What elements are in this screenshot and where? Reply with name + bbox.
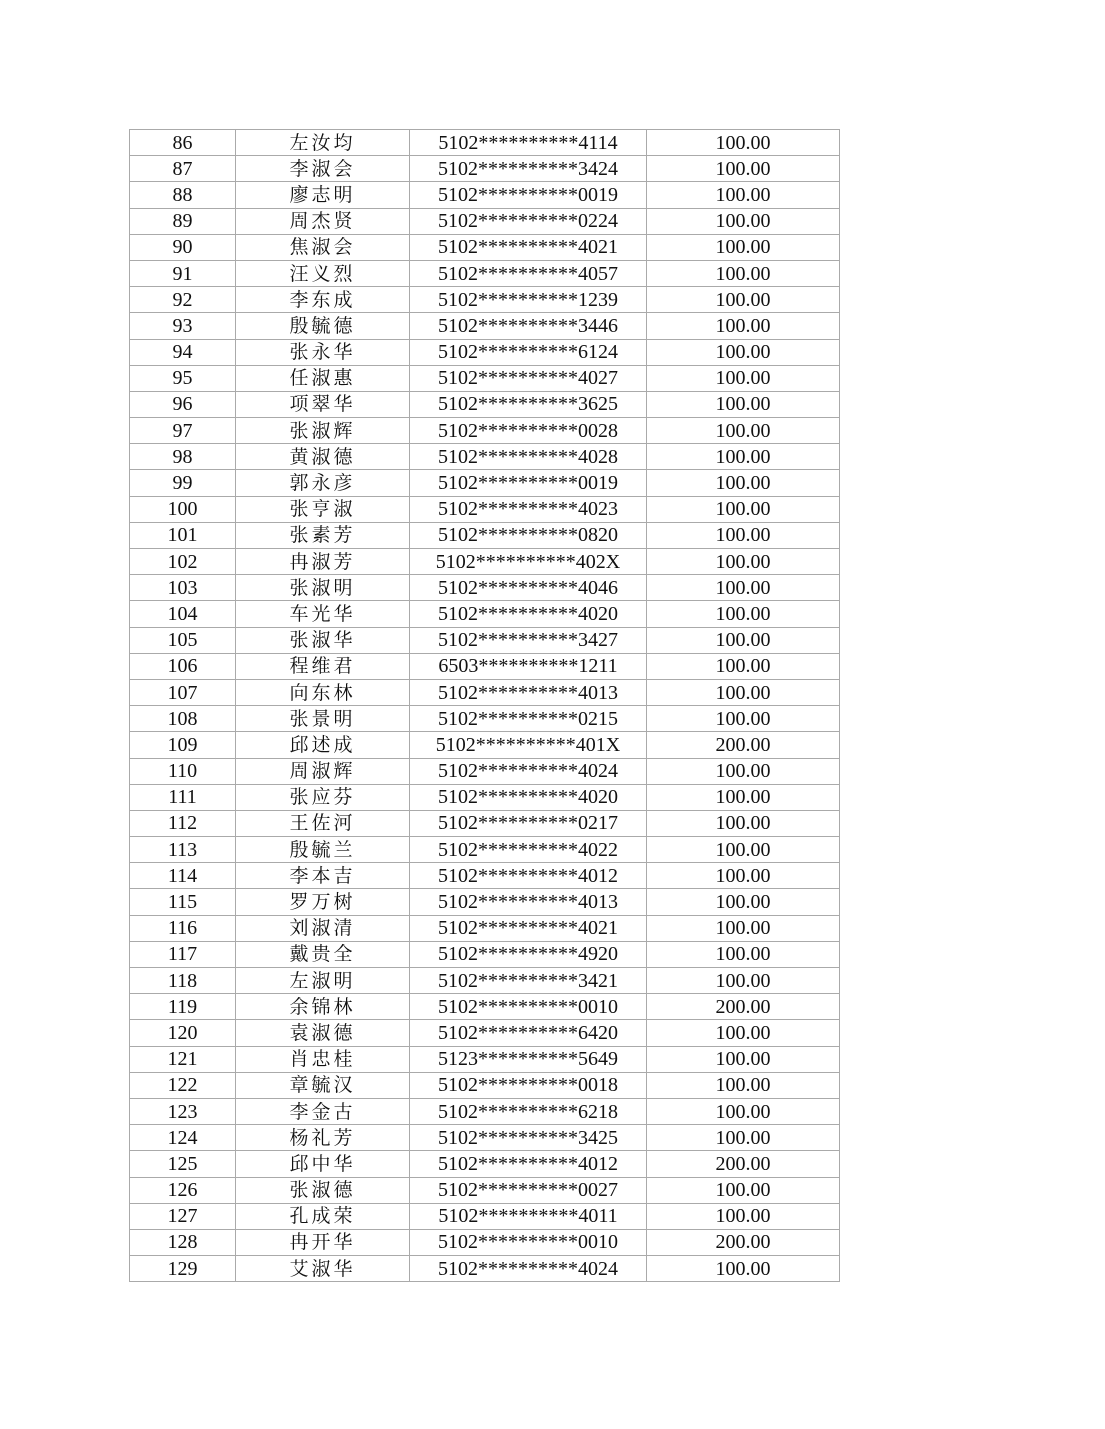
name-cell: 张素芳 bbox=[236, 522, 410, 548]
table-row bbox=[130, 1020, 840, 1046]
table-row bbox=[130, 287, 840, 313]
name-cell: 戴贵全 bbox=[236, 941, 410, 967]
table-row bbox=[130, 994, 840, 1020]
amount-cell: 100.00 bbox=[647, 941, 840, 967]
id-number-cell: 5102**********4013 bbox=[410, 679, 647, 705]
name-cell: 郭永彦 bbox=[236, 470, 410, 496]
row-number-cell: 104 bbox=[130, 601, 236, 627]
amount-cell: 100.00 bbox=[647, 496, 840, 522]
row-number-cell: 124 bbox=[130, 1125, 236, 1151]
row-number-cell: 86 bbox=[130, 130, 236, 156]
row-number-cell: 128 bbox=[130, 1229, 236, 1255]
name-cell: 张亨淑 bbox=[236, 496, 410, 522]
name-cell: 冉开华 bbox=[236, 1229, 410, 1255]
name-cell: 邱述成 bbox=[236, 732, 410, 758]
amount-cell: 100.00 bbox=[647, 575, 840, 601]
amount-cell: 100.00 bbox=[647, 260, 840, 286]
table-row bbox=[130, 732, 840, 758]
id-number-cell: 5102**********4022 bbox=[410, 837, 647, 863]
table-row bbox=[130, 653, 840, 679]
id-number-cell: 5102**********0010 bbox=[410, 994, 647, 1020]
table-row bbox=[130, 496, 840, 522]
id-number-cell: 5102**********4011 bbox=[410, 1203, 647, 1229]
amount-cell: 200.00 bbox=[647, 1151, 840, 1177]
name-cell: 冉淑芳 bbox=[236, 549, 410, 575]
amount-cell: 100.00 bbox=[647, 234, 840, 260]
id-number-cell: 5102**********4024 bbox=[410, 1256, 647, 1282]
id-number-cell: 5102**********4021 bbox=[410, 234, 647, 260]
row-number-cell: 89 bbox=[130, 208, 236, 234]
id-number-cell: 5102**********4020 bbox=[410, 784, 647, 810]
id-number-cell: 5102**********0018 bbox=[410, 1072, 647, 1098]
table-row bbox=[130, 1046, 840, 1072]
row-number-cell: 99 bbox=[130, 470, 236, 496]
id-number-cell: 5102**********402X bbox=[410, 549, 647, 575]
id-number-cell: 5102**********4046 bbox=[410, 575, 647, 601]
amount-cell: 100.00 bbox=[647, 1203, 840, 1229]
name-cell: 王佐河 bbox=[236, 810, 410, 836]
name-cell: 焦淑会 bbox=[236, 234, 410, 260]
name-cell: 张淑辉 bbox=[236, 418, 410, 444]
table-row bbox=[130, 260, 840, 286]
id-number-cell: 5102**********0820 bbox=[410, 522, 647, 548]
row-number-cell: 107 bbox=[130, 679, 236, 705]
id-number-cell: 5102**********4021 bbox=[410, 915, 647, 941]
amount-cell: 100.00 bbox=[647, 313, 840, 339]
table-row bbox=[130, 1256, 840, 1282]
name-cell: 孔成荣 bbox=[236, 1203, 410, 1229]
name-cell: 周淑辉 bbox=[236, 758, 410, 784]
amount-cell: 100.00 bbox=[647, 653, 840, 679]
id-number-cell: 5102**********1239 bbox=[410, 287, 647, 313]
row-number-cell: 119 bbox=[130, 994, 236, 1020]
amount-cell: 100.00 bbox=[647, 706, 840, 732]
amount-cell: 100.00 bbox=[647, 1098, 840, 1124]
row-number-cell: 95 bbox=[130, 365, 236, 391]
table-row bbox=[130, 706, 840, 732]
row-number-cell: 98 bbox=[130, 444, 236, 470]
table-row bbox=[130, 234, 840, 260]
table-row bbox=[130, 863, 840, 889]
table-row bbox=[130, 784, 840, 810]
amount-cell: 100.00 bbox=[647, 1125, 840, 1151]
row-number-cell: 93 bbox=[130, 313, 236, 339]
row-number-cell: 112 bbox=[130, 810, 236, 836]
name-cell: 黄淑德 bbox=[236, 444, 410, 470]
amount-cell: 100.00 bbox=[647, 601, 840, 627]
row-number-cell: 118 bbox=[130, 968, 236, 994]
table-row bbox=[130, 391, 840, 417]
row-number-cell: 90 bbox=[130, 234, 236, 260]
name-cell: 项翠华 bbox=[236, 391, 410, 417]
name-cell: 殷毓兰 bbox=[236, 837, 410, 863]
table-row bbox=[130, 182, 840, 208]
id-number-cell: 5102**********6218 bbox=[410, 1098, 647, 1124]
amount-cell: 100.00 bbox=[647, 339, 840, 365]
row-number-cell: 114 bbox=[130, 863, 236, 889]
table-row bbox=[130, 915, 840, 941]
table-row bbox=[130, 313, 840, 339]
row-number-cell: 126 bbox=[130, 1177, 236, 1203]
table-row bbox=[130, 444, 840, 470]
amount-cell: 100.00 bbox=[647, 915, 840, 941]
name-cell: 艾淑华 bbox=[236, 1256, 410, 1282]
row-number-cell: 111 bbox=[130, 784, 236, 810]
id-number-cell: 5102**********4012 bbox=[410, 1151, 647, 1177]
row-number-cell: 117 bbox=[130, 941, 236, 967]
name-cell: 任淑惠 bbox=[236, 365, 410, 391]
name-cell: 李淑会 bbox=[236, 156, 410, 182]
id-number-cell: 5102**********4020 bbox=[410, 601, 647, 627]
row-number-cell: 127 bbox=[130, 1203, 236, 1229]
table-row bbox=[130, 1177, 840, 1203]
row-number-cell: 113 bbox=[130, 837, 236, 863]
name-cell: 左汝均 bbox=[236, 130, 410, 156]
row-number-cell: 101 bbox=[130, 522, 236, 548]
name-cell: 廖志明 bbox=[236, 182, 410, 208]
table-row bbox=[130, 575, 840, 601]
name-cell: 罗万树 bbox=[236, 889, 410, 915]
row-number-cell: 110 bbox=[130, 758, 236, 784]
amount-cell: 100.00 bbox=[647, 1020, 840, 1046]
row-number-cell: 97 bbox=[130, 418, 236, 444]
id-number-cell: 5102**********401X bbox=[410, 732, 647, 758]
table-row bbox=[130, 1203, 840, 1229]
amount-cell: 100.00 bbox=[647, 837, 840, 863]
name-cell: 向东林 bbox=[236, 679, 410, 705]
row-number-cell: 100 bbox=[130, 496, 236, 522]
name-cell: 章毓汉 bbox=[236, 1072, 410, 1098]
row-number-cell: 91 bbox=[130, 260, 236, 286]
amount-cell: 100.00 bbox=[647, 549, 840, 575]
amount-cell: 100.00 bbox=[647, 522, 840, 548]
amount-cell: 100.00 bbox=[647, 156, 840, 182]
id-number-cell: 5123**********5649 bbox=[410, 1046, 647, 1072]
row-number-cell: 125 bbox=[130, 1151, 236, 1177]
amount-cell: 100.00 bbox=[647, 444, 840, 470]
id-number-cell: 5102**********4024 bbox=[410, 758, 647, 784]
table-row bbox=[130, 522, 840, 548]
id-number-cell: 5102**********4028 bbox=[410, 444, 647, 470]
table-row bbox=[130, 679, 840, 705]
table-row bbox=[130, 418, 840, 444]
row-number-cell: 129 bbox=[130, 1256, 236, 1282]
id-number-cell: 5102**********4114 bbox=[410, 130, 647, 156]
name-cell: 张淑德 bbox=[236, 1177, 410, 1203]
amount-cell: 100.00 bbox=[647, 418, 840, 444]
table-row bbox=[130, 941, 840, 967]
name-cell: 张永华 bbox=[236, 339, 410, 365]
table-row bbox=[130, 130, 840, 156]
table-row bbox=[130, 889, 840, 915]
amount-cell: 100.00 bbox=[647, 889, 840, 915]
id-number-cell: 5102**********0215 bbox=[410, 706, 647, 732]
id-number-cell: 5102**********0224 bbox=[410, 208, 647, 234]
table-row bbox=[130, 339, 840, 365]
table-row bbox=[130, 470, 840, 496]
id-number-cell: 5102**********6420 bbox=[410, 1020, 647, 1046]
table-row bbox=[130, 549, 840, 575]
table-row bbox=[130, 1151, 840, 1177]
table-body bbox=[130, 130, 840, 1282]
amount-cell: 100.00 bbox=[647, 863, 840, 889]
id-number-cell: 5102**********0019 bbox=[410, 470, 647, 496]
name-cell: 余锦林 bbox=[236, 994, 410, 1020]
table-row bbox=[130, 837, 840, 863]
name-cell: 李金古 bbox=[236, 1098, 410, 1124]
amount-cell: 100.00 bbox=[647, 810, 840, 836]
amount-cell: 100.00 bbox=[647, 784, 840, 810]
id-number-cell: 5102**********3427 bbox=[410, 627, 647, 653]
name-cell: 袁淑德 bbox=[236, 1020, 410, 1046]
amount-cell: 100.00 bbox=[647, 1177, 840, 1203]
name-cell: 李本吉 bbox=[236, 863, 410, 889]
row-number-cell: 102 bbox=[130, 549, 236, 575]
id-number-cell: 5102**********3421 bbox=[410, 968, 647, 994]
row-number-cell: 106 bbox=[130, 653, 236, 679]
id-number-cell: 5102**********0019 bbox=[410, 182, 647, 208]
name-cell: 殷毓德 bbox=[236, 313, 410, 339]
id-number-cell: 5102**********3625 bbox=[410, 391, 647, 417]
name-cell: 刘淑清 bbox=[236, 915, 410, 941]
amount-cell: 200.00 bbox=[647, 732, 840, 758]
table-row bbox=[130, 208, 840, 234]
name-cell: 张淑明 bbox=[236, 575, 410, 601]
row-number-cell: 94 bbox=[130, 339, 236, 365]
row-number-cell: 121 bbox=[130, 1046, 236, 1072]
row-number-cell: 120 bbox=[130, 1020, 236, 1046]
amount-cell: 100.00 bbox=[647, 627, 840, 653]
id-number-cell: 5102**********4057 bbox=[410, 260, 647, 286]
id-number-cell: 5102**********0028 bbox=[410, 418, 647, 444]
name-cell: 车光华 bbox=[236, 601, 410, 627]
amount-cell: 100.00 bbox=[647, 679, 840, 705]
row-number-cell: 105 bbox=[130, 627, 236, 653]
table-row bbox=[130, 627, 840, 653]
amount-cell: 100.00 bbox=[647, 1046, 840, 1072]
row-number-cell: 122 bbox=[130, 1072, 236, 1098]
name-cell: 张应芬 bbox=[236, 784, 410, 810]
table-row bbox=[130, 365, 840, 391]
id-number-cell: 5102**********4920 bbox=[410, 941, 647, 967]
row-number-cell: 115 bbox=[130, 889, 236, 915]
name-cell: 肖忠桂 bbox=[236, 1046, 410, 1072]
id-number-cell: 5102**********3425 bbox=[410, 1125, 647, 1151]
amount-cell: 200.00 bbox=[647, 1229, 840, 1255]
amount-cell: 100.00 bbox=[647, 470, 840, 496]
table-row bbox=[130, 1098, 840, 1124]
name-cell: 张景明 bbox=[236, 706, 410, 732]
row-number-cell: 108 bbox=[130, 706, 236, 732]
amount-cell: 100.00 bbox=[647, 391, 840, 417]
row-number-cell: 96 bbox=[130, 391, 236, 417]
id-number-cell: 5102**********0217 bbox=[410, 810, 647, 836]
row-number-cell: 123 bbox=[130, 1098, 236, 1124]
table-row bbox=[130, 1229, 840, 1255]
name-cell: 左淑明 bbox=[236, 968, 410, 994]
id-number-cell: 5102**********3424 bbox=[410, 156, 647, 182]
amount-cell: 100.00 bbox=[647, 968, 840, 994]
row-number-cell: 92 bbox=[130, 287, 236, 313]
table-row bbox=[130, 1125, 840, 1151]
table-row bbox=[130, 601, 840, 627]
name-cell: 邱中华 bbox=[236, 1151, 410, 1177]
row-number-cell: 103 bbox=[130, 575, 236, 601]
row-number-cell: 87 bbox=[130, 156, 236, 182]
table-row bbox=[130, 156, 840, 182]
amount-cell: 100.00 bbox=[647, 182, 840, 208]
id-number-cell: 6503**********1211 bbox=[410, 653, 647, 679]
name-cell: 程维君 bbox=[236, 653, 410, 679]
id-number-cell: 5102**********3446 bbox=[410, 313, 647, 339]
name-cell: 李东成 bbox=[236, 287, 410, 313]
table-row bbox=[130, 968, 840, 994]
id-number-cell: 5102**********0010 bbox=[410, 1229, 647, 1255]
table-row bbox=[130, 1072, 840, 1098]
id-number-cell: 5102**********4023 bbox=[410, 496, 647, 522]
table-row bbox=[130, 810, 840, 836]
row-number-cell: 109 bbox=[130, 732, 236, 758]
amount-cell: 100.00 bbox=[647, 130, 840, 156]
subsidy-list-table bbox=[129, 129, 840, 1282]
id-number-cell: 5102**********4012 bbox=[410, 863, 647, 889]
row-number-cell: 88 bbox=[130, 182, 236, 208]
row-number-cell: 116 bbox=[130, 915, 236, 941]
id-number-cell: 5102**********4013 bbox=[410, 889, 647, 915]
id-number-cell: 5102**********0027 bbox=[410, 1177, 647, 1203]
id-number-cell: 5102**********4027 bbox=[410, 365, 647, 391]
amount-cell: 100.00 bbox=[647, 287, 840, 313]
amount-cell: 100.00 bbox=[647, 1072, 840, 1098]
name-cell: 杨礼芳 bbox=[236, 1125, 410, 1151]
table-row bbox=[130, 758, 840, 784]
amount-cell: 200.00 bbox=[647, 994, 840, 1020]
name-cell: 汪义烈 bbox=[236, 260, 410, 286]
name-cell: 张淑华 bbox=[236, 627, 410, 653]
amount-cell: 100.00 bbox=[647, 758, 840, 784]
amount-cell: 100.00 bbox=[647, 208, 840, 234]
id-number-cell: 5102**********6124 bbox=[410, 339, 647, 365]
amount-cell: 100.00 bbox=[647, 1256, 840, 1282]
name-cell: 周杰贤 bbox=[236, 208, 410, 234]
amount-cell: 100.00 bbox=[647, 365, 840, 391]
